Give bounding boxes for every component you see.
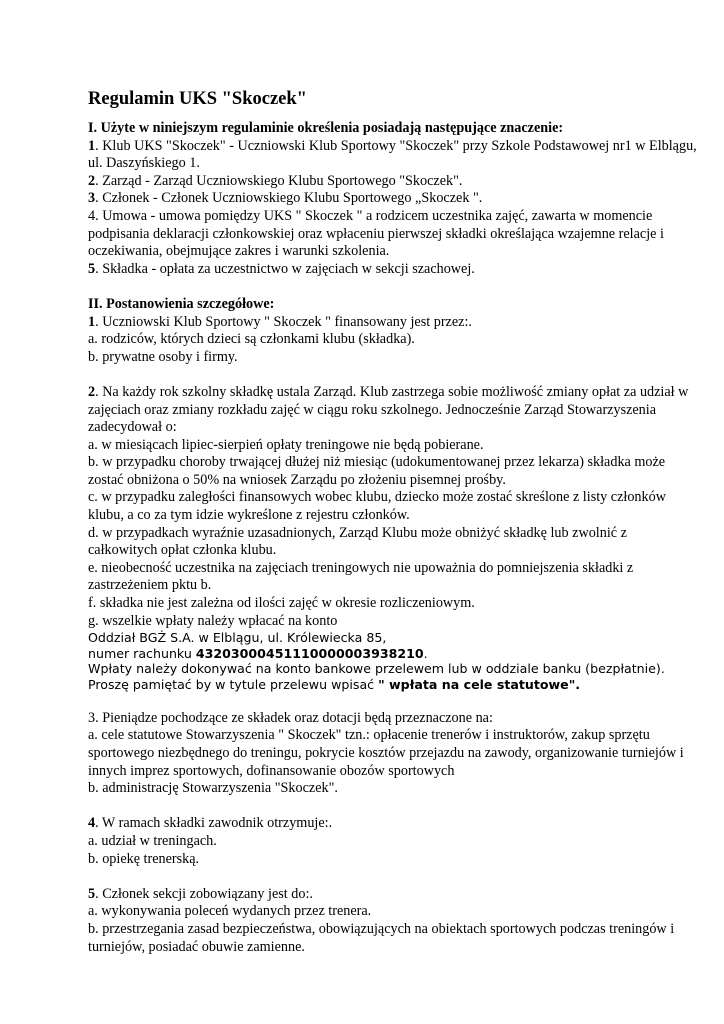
definition-5-number: 5 [88,260,96,277]
spacer [88,278,698,296]
definition-1 [88,138,698,173]
rule-2-c: c. w przypadku zaległości finansowych wobec klubu, dziecko może zostać skreślone z listy członków klubu, a co za tym idzie wykreślone z rejestru członków. [88,489,666,524]
rule-1-number: 1 [88,313,96,330]
rule-2-g: g. wszelkie wpłaty należy wpłacać na konto [88,612,338,629]
rule-4-number: 4 [88,815,96,832]
spacer [88,798,698,816]
spacer [88,692,698,710]
rule-5-b: b. przestrzegania zasad bezpieczeństwa, obowiązujących na obiektach sportowych podczas treningów i turniejów, posiadać obuwie zamienne. [88,920,675,955]
definition-5-text: . Składka - opłata za uczestnictwo w zajęciach w sekcji szachowej. [95,260,475,277]
rule-5-number: 5 [88,885,96,902]
rule-2-f: f. składka nie jest zależna od ilości zajęć w okresie rozliczeniowym. [88,595,475,612]
definition-5 [88,261,698,279]
rule-1-a: a. rodziców, których dzieci są członkami klubu (składka). [88,331,415,348]
bank-account-label: numer rachunku [88,645,196,661]
document-body [88,120,698,956]
definition-4 [88,208,698,261]
definition-4-text: . Umowa - umowa pomiędzy UKS " Skoczek " a rodzicem uczestnika zajęć, zawarta w momencie podpisania deklaracji członkowskiej oraz wpłaceniu pierwszej składki określająca wzajemne relacje i oczekiwania, obejmujące zakres i warunki szkolenia. [88,207,664,260]
bank-account-end: . [423,645,428,661]
spacer [88,868,698,886]
rule-3-b: b. administrację Stowarzyszenia "Skoczek". [88,780,338,797]
bank-account [88,646,698,662]
definition-3-number: 3 [88,190,96,207]
rule-2 [88,384,698,437]
definition-1-text: . Klub UKS "Skoczek" - Uczniowski Klub Sportowy "Skoczek" przy Szkole Podstawowej nr1 w Elblągu, ul. Daszyńskiego 1. [88,137,697,172]
rule-5-a: a. wykonywania poleceń wydanych przez trenera. [88,903,372,920]
definition-4-number: 4 [88,207,96,224]
rule-5-text: . Członek sekcji zobowiązany jest do:. [95,885,313,902]
section-1-number: I [88,120,94,136]
rule-4-b: b. opiekę trenerską. [88,850,200,867]
definition-2-text: . Zarząd - Zarząd Uczniowskiego Klubu Sportowego "Skoczek". [95,172,463,189]
document-title: Regulamin UKS "Skoczek" [88,89,307,109]
transfer-note [88,661,698,692]
rule-2-text: . Na każdy rok szkolny składkę ustala Zarząd. Klub zastrzega sobie możliwość zmiany opłat za udział w zajęciach oraz zmiany rozkładu zajęć w ciągu roku szkolnego. Jednocześnie Zarząd Stowarzyszenia zadecydował o: [88,383,689,436]
rule-4-a: a. udział w treningach. [88,832,217,849]
rule-1 [88,314,698,332]
rule-4-text: . W ramach składki zawodnik otrzymuje:. [95,815,333,832]
rule-5 [88,886,698,904]
rule-2-d: d. w przypadkach wyraźnie uzasadnionych, Zarząd Klubu może obniżyć składkę lub zwolnić z całkowitych opłat członka klubu. [88,524,627,559]
definition-2-number: 2 [88,172,96,189]
rule-2-e: e. nieobecność uczestnika na zajęciach treningowych nie upoważnia do pomniejszenia składki z zastrzeżeniem pktu b. [88,559,634,594]
rule-4 [88,815,698,833]
transfer-note-text: Wpłaty należy dokonywać na konto bankowe przelewem lub w oddziale banku (bezpłatnie). Proszę pamiętać by w tytule przelewu wpisać [88,661,665,692]
definition-2 [88,173,698,191]
section-2-heading-text: II. Postanowienia szczegółowe: [88,295,275,312]
rule-1-text: . Uczniowski Klub Sportowy " Skoczek " finansowany jest przez:. [95,313,472,330]
rule-2-number: 2 [88,383,96,400]
rule-2-a: a. w miesiącach lipiec-sierpień opłaty treningowe nie będą pobierane. [88,436,484,453]
section-1-heading-text: . Użyte w niniejszym regulaminie określenia posiadają następujące znaczenie: [93,120,564,136]
rule-3-a: a. cele statutowe Stowarzyszenia " Skoczek" tzn.: opłacenie trenerów i instruktorów, zakup sprzętu sportowego niezbędnego do treningu, pokrycie kosztów przejazdu na zawody, organizowanie turniejów i innych imprez sportowych, dofinansowanie obozów sportowych [88,727,684,779]
rule-1-b: b. prywatne osoby i firmy. [88,348,238,365]
section-2-heading [88,296,698,314]
rule-3: 3. Pieniądze pochodzące ze składek oraz dotacji będą przeznaczone na: [88,709,493,726]
rule-2-b: b. w przypadku choroby trwającej dłużej niż miesiąc (udokumentowanej przez lekarza) składka może zostać obniżona o 50% na wniosek Zarządu po złożeniu pisemnej prośby. [88,454,666,488]
spacer [88,366,698,384]
section-1-heading [88,120,698,138]
bank-account-number: 43203000451110000003938210 [195,645,424,661]
bank-branch: Oddział BGŻ S.A. w Elblągu, ul. Królewiecka 85, [88,630,387,646]
definition-3-text: . Członek - Członek Uczniowskiego Klubu Sportowego „Skoczek ". [95,190,483,207]
definition-3 [88,190,698,208]
transfer-title: " wpłata na cele statutowe". [378,676,581,692]
definition-1-number: 1 [88,137,96,154]
